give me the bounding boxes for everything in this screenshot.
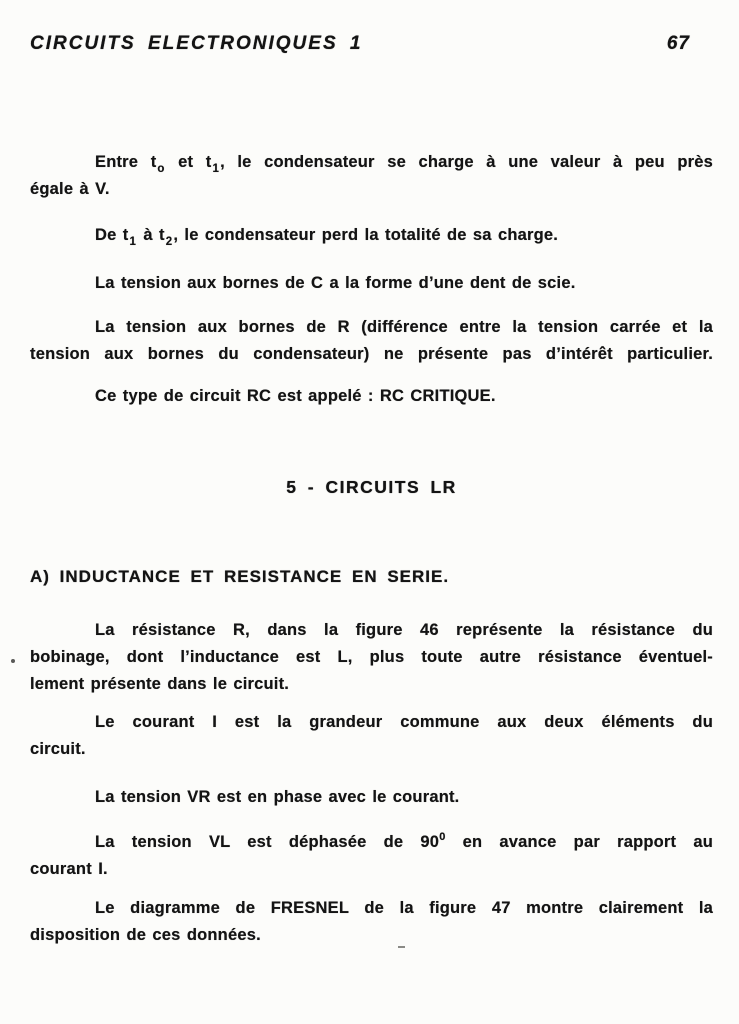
- subscript-t2: 2: [165, 236, 173, 248]
- scan-artifact-dash: [398, 946, 405, 948]
- paragraph-line: Ce type de circuit RC est appelé : RC CRITIQUE.: [95, 387, 496, 405]
- scan-artifact-dot: [11, 659, 15, 663]
- paragraph-tension-vr: [30, 784, 713, 811]
- paragraph-line: La tension aux bornes de C a la forme d’une dent de scie.: [95, 274, 576, 292]
- text-run: à t: [137, 226, 165, 244]
- section-heading-circuits-lr: 5 - CIRCUITS LR: [286, 477, 457, 497]
- text-run: et t: [165, 153, 212, 171]
- subsection-heading-inductance-resistance: A) INDUCTANCE ET RESISTANCE EN SERIE.: [30, 567, 450, 586]
- paragraph-line: Le diagramme de FRESNEL de la figure 47 montre clairement la: [95, 899, 713, 917]
- text-run: Entre t: [95, 153, 157, 171]
- page-number: 67: [666, 33, 690, 54]
- paragraph-line: Le courant I est la grandeur commune aux deux éléments du: [95, 713, 713, 731]
- paragraph-line: courant I.: [30, 860, 108, 878]
- paragraph-line: La tension aux bornes de R (différence entre la tension carrée et la: [95, 318, 713, 336]
- paragraph-dent-de-scie: [30, 270, 713, 297]
- paragraph-line: disposition de ces données.: [30, 926, 261, 944]
- paragraph-rc-critique: [30, 383, 713, 410]
- book-title: CIRCUITS ELECTRONIQUES 1: [30, 33, 363, 54]
- paragraph-line: circuit.: [30, 740, 86, 758]
- paragraph-tension-vl: [30, 829, 713, 883]
- paragraph-line: [30, 149, 713, 176]
- paragraph-charge: [30, 149, 713, 203]
- paragraph-line: bobinage, dont l’inductance est L, plus toute autre résistance éventuel-: [30, 648, 713, 666]
- running-head: [30, 33, 712, 55]
- paragraph-fresnel: [30, 895, 713, 949]
- text-run: , le condensateur se charge à une valeur à peu près: [220, 153, 714, 171]
- paragraph-line: [30, 222, 713, 249]
- text-run: , le condensateur perd la totalité de sa charge.: [173, 226, 559, 244]
- paragraph-line: égale à V.: [30, 180, 110, 198]
- subscript-t1: 1: [212, 163, 220, 175]
- paragraph-line: La résistance R, dans la figure 46 représente la résistance du: [95, 621, 713, 639]
- paragraph-line: La tension VR est en phase avec le courant.: [95, 788, 460, 806]
- paragraph-line: [30, 829, 713, 856]
- paragraph-line: lement présente dans le circuit.: [30, 675, 290, 693]
- superscript-degree: 0: [439, 831, 446, 843]
- subscript-t0: o: [157, 163, 165, 175]
- text-run: De t: [95, 226, 129, 244]
- paragraph-line: tension aux bornes du condensateur) ne présente pas d’intérêt particulier.: [30, 345, 713, 363]
- paragraph-tension-r: [30, 314, 713, 368]
- paragraph-courant-commun: [30, 709, 713, 763]
- text-run: La tension VL est déphasée de 90: [95, 833, 440, 851]
- paragraph-resistance-bobinage: [30, 617, 713, 698]
- paragraph-decharge: [30, 222, 713, 249]
- text-run: en avance par rapport au: [445, 833, 713, 851]
- subscript-t1: 1: [129, 236, 137, 248]
